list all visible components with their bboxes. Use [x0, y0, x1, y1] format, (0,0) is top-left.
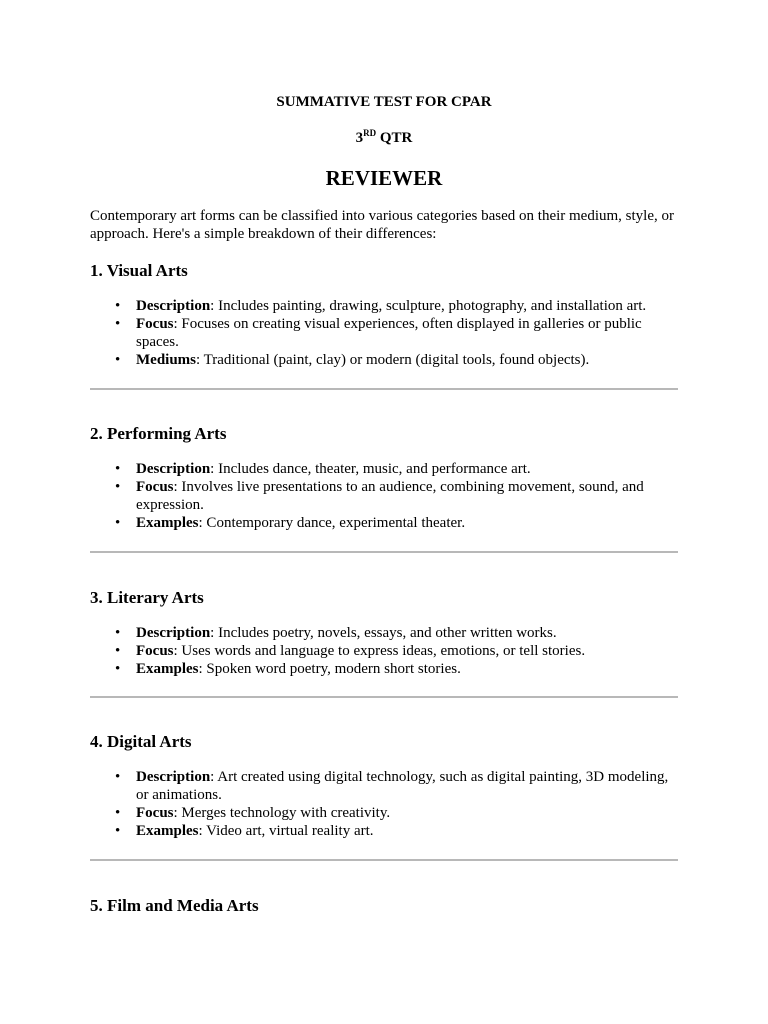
section-literary-arts [90, 587, 678, 678]
item-term: Examples [136, 515, 199, 531]
list-item [136, 660, 678, 678]
item-term: Description [136, 298, 211, 314]
document-title: SUMMATIVE TEST FOR CPAR [276, 94, 492, 110]
item-text: : Art created using digital technology, such as digital painting, 3D modeling, or animations. [136, 769, 669, 803]
section-visual-arts [90, 260, 678, 369]
item-text: : Merges technology with creativity. [173, 805, 391, 821]
list-item [136, 804, 678, 822]
quarter-suffix: RD [363, 128, 377, 138]
item-text: : Contemporary dance, experimental theater. [198, 515, 466, 531]
item-text: : Traditional (paint, clay) or modern (digital tools, found objects). [196, 352, 590, 368]
list-item [136, 768, 678, 804]
list-item [136, 642, 678, 660]
list-item [136, 822, 678, 840]
list-item [136, 297, 678, 315]
list-item [136, 478, 678, 514]
bullet-list [90, 297, 678, 369]
section-film-media-arts [90, 895, 678, 917]
item-text: : Spoken word poetry, modern short stories. [198, 661, 461, 677]
item-term: Mediums [136, 352, 196, 368]
section-heading: 3. Literary Arts [90, 588, 204, 607]
quarter-text: QTR [376, 130, 413, 146]
item-term: Focus [136, 316, 174, 332]
bullet-list [90, 768, 678, 840]
intro-paragraph: Contemporary art forms can be classified into various categories based on their medium, style, or approach. Here's a simple breakdown of their differences: [90, 208, 674, 242]
list-item [136, 460, 678, 478]
section-digital-arts [90, 731, 678, 840]
list-item [136, 351, 678, 369]
section-heading: 2. Performing Arts [90, 424, 227, 443]
item-term: Focus [136, 479, 174, 495]
item-text: : Video art, virtual reality art. [198, 823, 374, 839]
item-text: : Includes dance, theater, music, and performance art. [210, 461, 531, 477]
item-term: Description [136, 461, 211, 477]
list-item [136, 624, 678, 642]
item-term: Focus [136, 805, 174, 821]
item-text: : Involves live presentations to an audience, combining movement, sound, and expression. [136, 479, 644, 513]
bullet-list [90, 624, 678, 678]
horizontal-rule [90, 551, 678, 553]
section-heading: 1. Visual Arts [90, 261, 188, 280]
item-text: : Includes painting, drawing, sculpture, photography, and installation art. [210, 298, 647, 314]
quarter-label [90, 129, 678, 147]
list-item [136, 514, 678, 532]
item-term: Focus [136, 643, 174, 659]
reviewer-heading: REVIEWER [325, 166, 443, 190]
item-term: Examples [136, 823, 199, 839]
item-text: : Focuses on creating visual experiences, often displayed in galleries or public spaces. [136, 316, 642, 350]
section-performing-arts [90, 423, 678, 532]
section-heading: 5. Film and Media Arts [90, 896, 259, 915]
quarter-number: 3 [355, 130, 364, 146]
item-term: Examples [136, 661, 199, 677]
item-text: : Includes poetry, novels, essays, and other written works. [210, 625, 557, 641]
section-heading: 4. Digital Arts [90, 732, 192, 751]
horizontal-rule [90, 388, 678, 390]
horizontal-rule [90, 859, 678, 861]
item-term: Description [136, 625, 211, 641]
horizontal-rule [90, 696, 678, 698]
bullet-list [90, 460, 678, 532]
item-term: Description [136, 769, 211, 785]
item-text: : Uses words and language to express ideas, emotions, or tell stories. [173, 643, 586, 659]
list-item [136, 315, 678, 351]
